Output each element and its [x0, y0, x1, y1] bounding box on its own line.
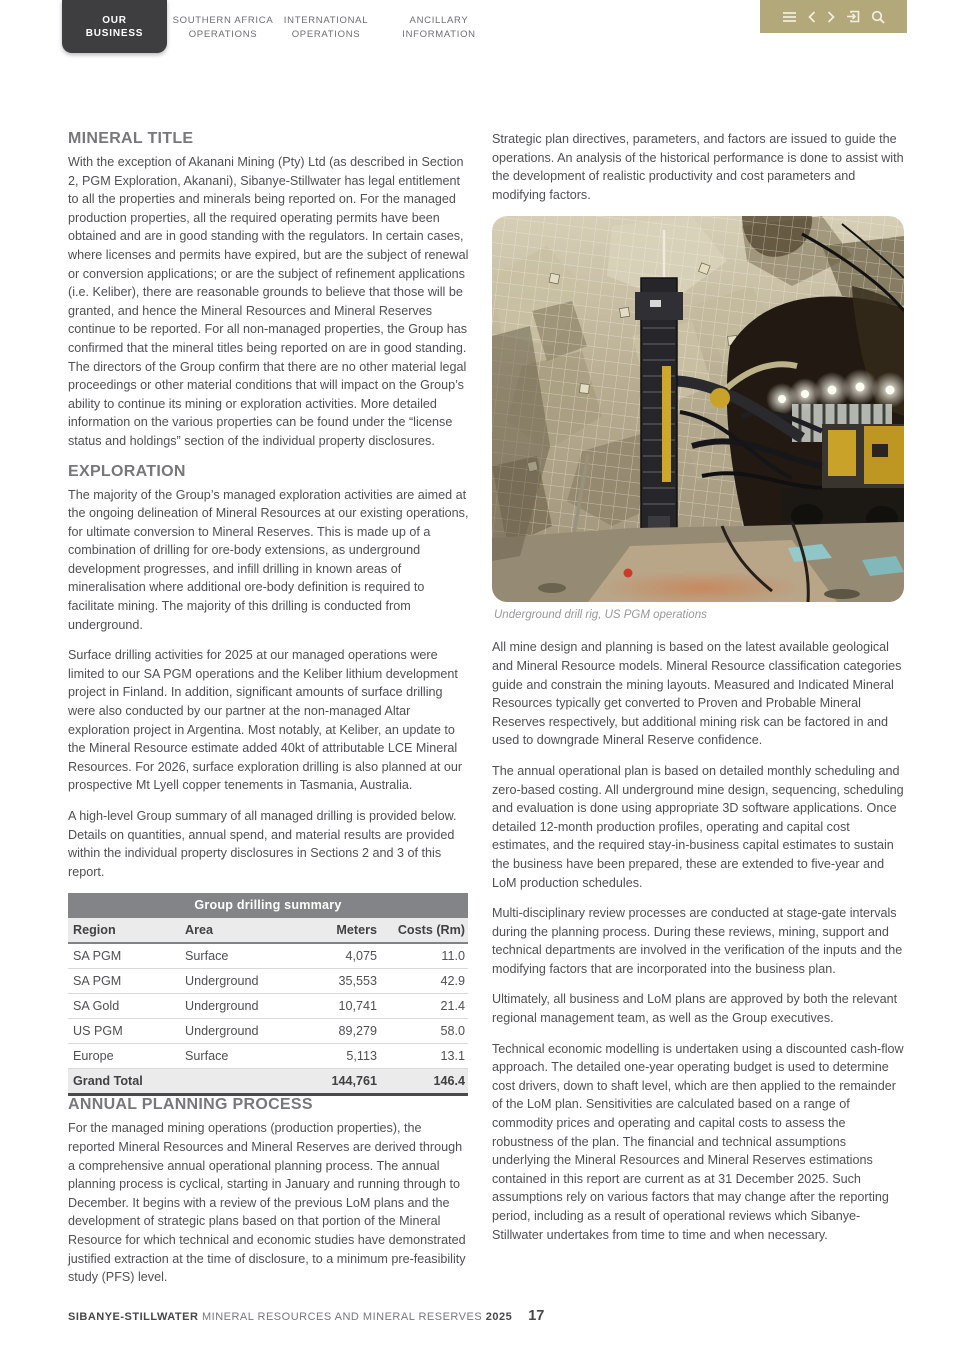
- table-cell: 11.0: [380, 943, 468, 969]
- table-header-row: [68, 918, 468, 943]
- table-cell: 13.1: [380, 1044, 468, 1069]
- tab-label: SOUTHERN AFRICA: [172, 15, 274, 26]
- left-column: [68, 130, 470, 1299]
- footer-report-title: MINERAL RESOURCES AND MINERAL RESERVES: [198, 1311, 486, 1323]
- mine-design-paragraph: All mine design and planning is based on the latest available geological and Mineral Resource models. Mineral Resource classification categories guide and constrain the mining layouts. Measured and Indicated Mineral Resources typically get converted to Proven and Probable Mineral Reserves respectively, but additional mining risk can be factored in and used to downgrade Mineral Reserve confidence.: [492, 640, 902, 748]
- group-drilling-summary-table: [68, 893, 468, 1096]
- tab-international-operations[interactable]: [261, 14, 391, 41]
- tab-ancillary-information[interactable]: [374, 14, 504, 41]
- page-number: 17: [528, 1308, 545, 1324]
- table-cell: 10,741: [302, 994, 380, 1019]
- mineral-title-heading: MINERAL TITLE: [68, 130, 194, 147]
- table-row: [68, 1019, 468, 1044]
- table-cell: 89,279: [302, 1019, 380, 1044]
- total-area: [180, 1069, 302, 1095]
- tab-label: INFORMATION: [402, 28, 476, 40]
- table-cell: Underground: [180, 969, 302, 994]
- exploration-heading: EXPLORATION: [68, 462, 186, 480]
- tab-label: OPERATIONS: [291, 28, 361, 40]
- strategic-plan-paragraph: Strategic plan directives, parameters, and factors are issued to guide the operations. An analysis of the historical performance is done to assist with the development of realistic productivity and cost parameters and modifying factors.: [492, 132, 904, 202]
- total-costs: 146.4: [380, 1069, 468, 1095]
- table-cell: SA Gold: [68, 994, 180, 1019]
- annual-planning-paragraph: For the managed mining operations (production properties), the reported Mineral Resources and Mineral Reserves are derived through a comprehensive annual operational planning process. The annual planning process is cyclical, starting in January and running through to December. It begins with a review of the previous LoM plans and the development of strategic plans based on that portion of the Mineral Resource for which technical and economic studies have demonstrated justified extraction at the time of disclosure, to a minimum pre-feasibility study (PFS) level.: [68, 1121, 466, 1285]
- right-column: [492, 130, 904, 1256]
- menu-icon[interactable]: [782, 11, 797, 23]
- table-cell: Underground: [180, 994, 302, 1019]
- approval-paragraph: Ultimately, all business and LoM plans are approved by both the relevant regional management team, as well as the Group executives.: [492, 992, 898, 1026]
- tab-label: INTERNATIONAL: [283, 15, 369, 26]
- column-header-area: Area: [180, 918, 302, 943]
- chevron-left-icon[interactable]: [808, 11, 816, 23]
- photo-caption: Underground drill rig, US PGM operations: [494, 609, 707, 622]
- annual-planning-heading: ANNUAL PLANNING PROCESS: [68, 1096, 313, 1114]
- exploration-paragraph-1: The majority of the Group’s managed exploration activities are aimed at the ongoing delineation of Mineral Resources at our existing operations, for ultimate conversion to Mineral Reserves. This is made up of a combination of drilling for ore-body extensions, as underground development progresses, and infill drilling in known areas of mineralisation where additional ore-body definition is required to facilitate mining. The majority of this drilling is conducted from underground.: [68, 487, 469, 632]
- table-cell: Surface: [180, 1044, 302, 1069]
- exit-icon[interactable]: [846, 10, 860, 23]
- operational-plan-paragraph: The annual operational plan is based on detailed monthly scheduling and zero-based costing. All underground mine design, sequencing, scheduling and evaluation is done using appropriate 3D software applications. Once detailed 12-month production profiles, operating and capital cost estimates, and the required stay-in-business capital estimates to sustain the business have been prepared, these are extended to five-year and LoM production schedules.: [492, 763, 904, 890]
- table-cell: Europe: [68, 1044, 180, 1069]
- review-process-paragraph: Multi-disciplinary review processes are conducted at stage-gate intervals during the planning process. During these reviews, mining, support and technical departments are involved in the verification of the inputs and the modifying factors that are incorporated into the business plan.: [492, 906, 903, 976]
- table-cell: Surface: [180, 943, 302, 969]
- table-cell: 4,075: [302, 943, 380, 969]
- table-cell: 5,113: [302, 1044, 380, 1069]
- viewer-toolbar: [760, 0, 907, 33]
- economic-modelling-paragraph: Technical economic modelling is undertaken using a discounted cash-flow approach. The detailed one-year operating budget is used to determine cost drivers, down to shaft level, which are then applied to the remainder of the LoM plan. Sensitivities are calculated based on a range of commodity prices and operating and capital costs to assess the robustness of the plan. The financial and technical assumptions underlying the Mineral Resources and Mineral Reserves estimations contained in this report are current as at 31 December 2025. Such assumptions rely on various factors that may change after the reporting period, including as a result of operational reviews which Sibanye-Stillwater undertakes from time to time and when necessary.: [492, 1041, 904, 1242]
- table-row: [68, 943, 468, 969]
- table-cell: 21.4: [380, 994, 468, 1019]
- table-cell: 58.0: [380, 1019, 468, 1044]
- tab-label: OPERATIONS: [188, 28, 258, 40]
- total-meters: 144,761: [302, 1069, 380, 1095]
- column-header-costs: Costs (Rm): [380, 918, 468, 943]
- chevron-right-icon[interactable]: [827, 11, 835, 23]
- table-row: [68, 969, 468, 994]
- table-cell: SA PGM: [68, 969, 180, 994]
- underground-mine-photo: [492, 216, 904, 602]
- column-header-meters: Meters: [302, 918, 380, 943]
- table-total-row: [68, 1069, 468, 1095]
- column-header-region: Region: [68, 918, 180, 943]
- exploration-paragraph-3: A high-level Group summary of all managed drilling is provided below. Details on quantities, annual spend, and material results are provided within the individual property disclosures in Sections 2 and 3 of this report.: [68, 809, 457, 879]
- page-footer: [68, 1308, 668, 1324]
- tab-label: ANCILLARY: [409, 15, 469, 26]
- exploration-paragraph-2: Surface drilling activities for 2025 at our managed operations were limited to our SA PGM operations and the Keliber lithium development project in Finland. In addition, significant amounts of surface drilling were also conducted by our partner at the non-managed Altar exploration project in Argentina. Most notably, at Keliber, an update to the Mineral Resource estimate added 40kt of attributable LCE Mineral Resources. For 2026, surface exploration drilling is also planned at our prospective Mt Lyell copper tenements in Tasmania, Australia.: [68, 648, 463, 793]
- tab-our-business-line2: BUSINESS: [85, 27, 144, 39]
- table-title: Group drilling summary: [68, 893, 468, 918]
- table-cell: 42.9: [380, 969, 468, 994]
- footer-year: 2025: [485, 1311, 513, 1323]
- table-row: [68, 1044, 468, 1069]
- table-cell: US PGM: [68, 1019, 180, 1044]
- drilling-table-body: [68, 943, 468, 1069]
- table-cell: Underground: [180, 1019, 302, 1044]
- table-cell: 35,553: [302, 969, 380, 994]
- footer-brand: SIBANYE-STILLWATER: [68, 1311, 199, 1323]
- tab-our-business[interactable]: [62, 0, 167, 53]
- total-label: Grand Total: [68, 1069, 180, 1095]
- search-icon[interactable]: [871, 10, 885, 24]
- mineral-title-paragraph: With the exception of Akanani Mining (Pty) Ltd (as described in Section 2, PGM Exploration, Akanani), Sibanye-Stillwater has legal entitlement to all the properties and minerals being reported on. For the managed production properties, all the required operating permits have been obtained and are in good standing with the regulators. In certain cases, where licenses and permits have expired, but are the subject of renewal or conversion applications; or are the subject of refinement applications (i.e. Keliber), there are reasonable grounds to believe that those will be granted, and hence the Mineral Resources and Mineral Reserves continue to be reported. For all non-managed properties, the Group has confirmed that the mineral titles being reported on are in good standing. The directors of the Group confirm that there are no other material legal proceedings or other material conditions that will impact on the Group’s ability to continue its mining or exploration activities. More detailed information on the various properties can be found under the “license status and holdings” section of the individual property disclosures.: [68, 155, 469, 448]
- tab-our-business-line1: OUR: [102, 14, 127, 26]
- table-cell: SA PGM: [68, 943, 180, 969]
- table-row: [68, 994, 468, 1019]
